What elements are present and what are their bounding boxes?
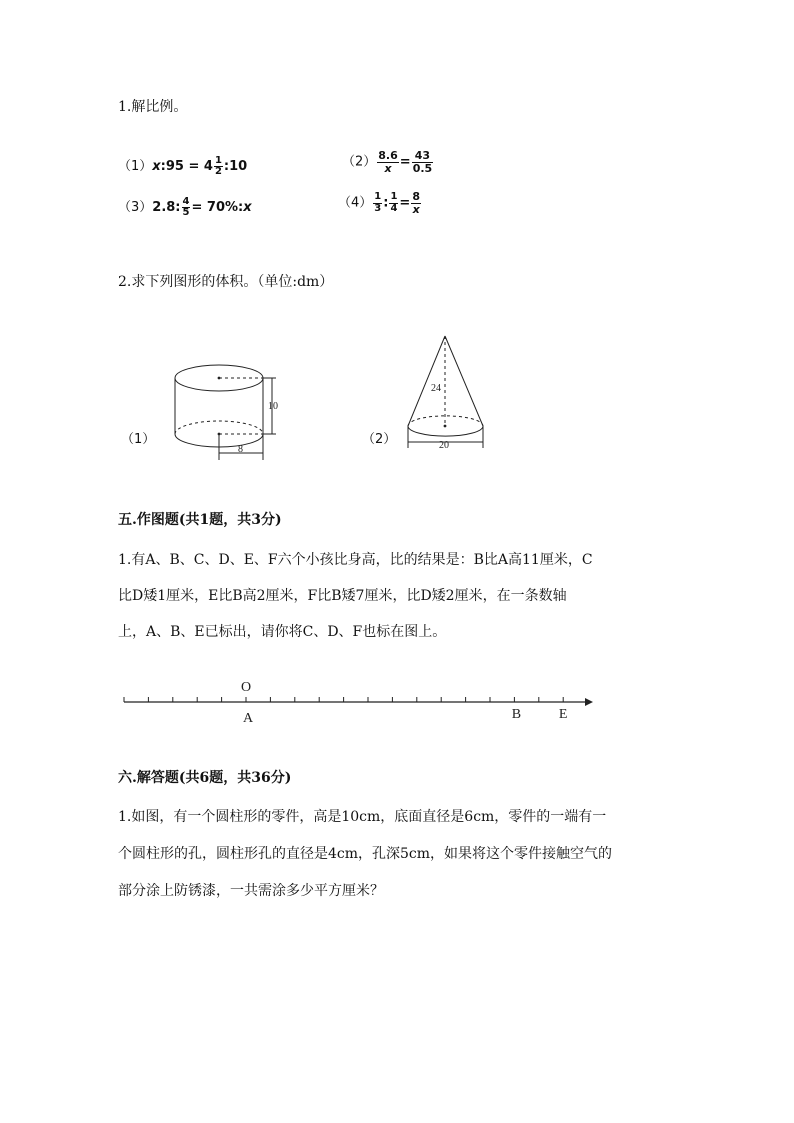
section-6-line-2: 个圆柱形的孔，圆柱形孔的直径是4cm，孔深5cm，如果将这个零件接触空气的 (118, 846, 613, 862)
figure-1-label: （1） (121, 432, 156, 447)
section-6-line-3: 部分涂上防锈漆，一共需涂多少平方厘米？ (118, 883, 384, 899)
q1-title: 1.解比例。 (118, 99, 188, 115)
q2-title: 2.求下列图形的体积。（单位:dm） (118, 274, 334, 290)
cylinder-height-label: 10 (268, 401, 278, 412)
section-5-heading: 五.作图题(共1题，共3分) (118, 512, 282, 528)
cone-diameter-label: 20 (439, 440, 449, 451)
figure-2-label: （2） (362, 432, 397, 447)
section-5-line-2: 比D矮1厘米，E比B高2厘米，F比B矮7厘米，比D矮2厘米，在一条数轴 (118, 588, 567, 604)
section-5-line-3: 上，A、B、E已标出，请你将C、D、F也标在图上。 (118, 624, 447, 640)
number-line (115, 672, 600, 732)
cylinder-figure (160, 350, 295, 465)
cone-height-label: 24 (431, 383, 441, 394)
axis-point-a-label: A (242, 711, 254, 726)
equation-3: （3）2.8: $\frac{4}{5}$ = 70%:x (118, 195, 252, 218)
cylinder-radius-label: 8 (238, 444, 243, 455)
cone-figure (400, 330, 495, 455)
section-6-line-1: 1.如图，有一个圆柱形的零件，高是10cm，底面直径是6cm，零件的一端有一 (118, 809, 607, 825)
section-6-heading: 六.解答题(共6题，共36分) (118, 770, 292, 786)
axis-origin-label: O (240, 680, 252, 695)
equation-4: （4） $\frac{1}{3}$ : $\frac{1}{4}$ = $\frac{8}{x}$ (338, 190, 420, 216)
equation-2: （2） $\frac{8.6}{x}$ = $\frac{43}{0.5}$ (342, 149, 433, 175)
equation-1: （1）x:95 = 4 $\frac{1}{2}$ :10 (118, 154, 248, 177)
section-5-line-1: 1.有A、B、C、D、E、F六个小孩比身高，比的结果是：B比A高11厘米，C (118, 552, 593, 568)
axis-point-b-label: B (511, 707, 522, 722)
axis-point-e-label: E (558, 707, 568, 722)
